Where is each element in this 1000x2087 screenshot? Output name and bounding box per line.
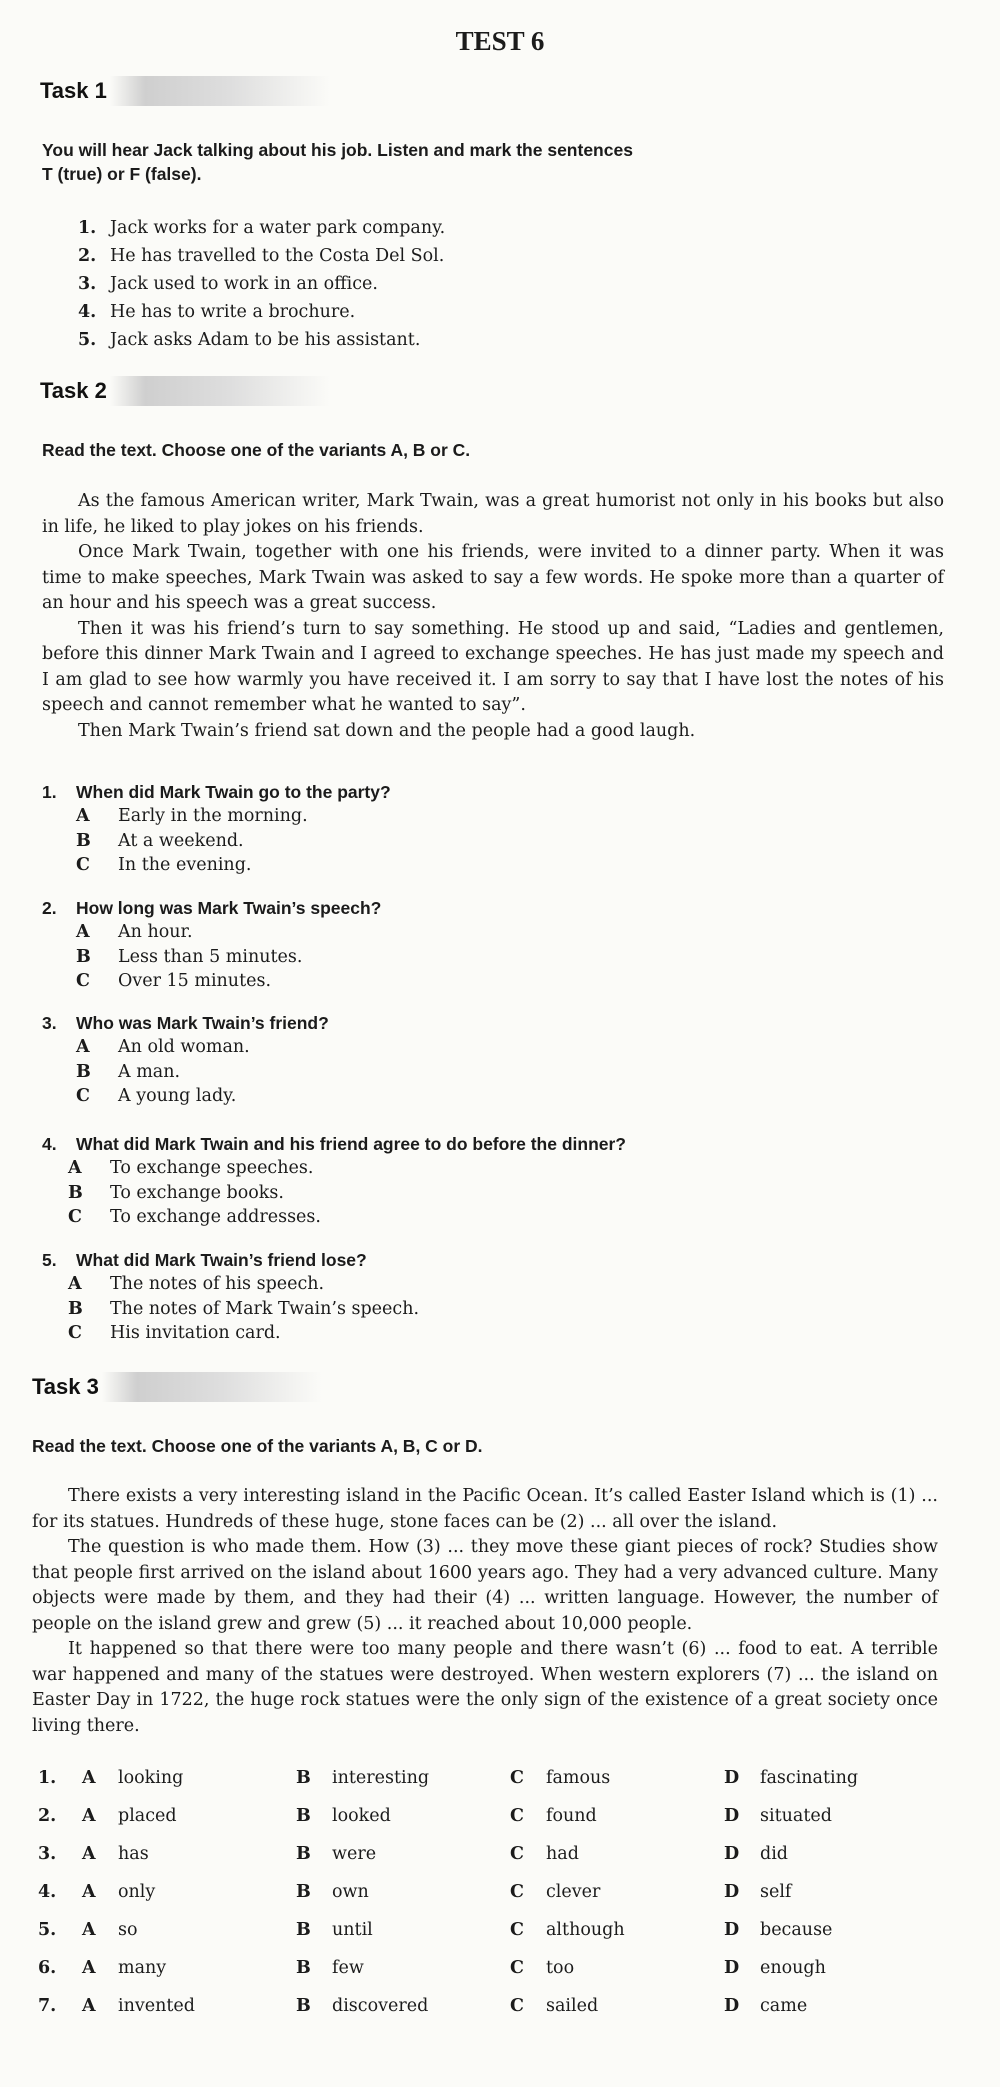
answer-option[interactable]: D because xyxy=(724,1920,833,1940)
answer-option[interactable]: B To exchange books. xyxy=(68,1182,284,1203)
answer-option[interactable]: C In the evening. xyxy=(76,855,252,875)
answer-option[interactable]: B few xyxy=(296,1958,364,1978)
answer-option[interactable]: C His invitation card. xyxy=(68,1323,281,1343)
answer-option[interactable]: B A man. xyxy=(76,1061,181,1082)
page-title: TEST 6 xyxy=(455,26,545,56)
answer-option[interactable]: B were xyxy=(296,1844,377,1864)
answer-option[interactable]: A The notes of his speech. xyxy=(68,1274,325,1294)
answer-option[interactable]: C A young lady. xyxy=(76,1086,237,1106)
task3-answer-grid xyxy=(38,1768,958,2034)
task1-instruction-line2: T (true) or F (false). xyxy=(42,164,202,184)
answer-option[interactable]: B interesting xyxy=(296,1768,430,1788)
answer-option[interactable]: A many xyxy=(82,1958,167,1978)
answer-option[interactable]: B Less than 5 minutes. xyxy=(76,946,303,967)
answer-option[interactable]: B The notes of Mark Twain’s speech. xyxy=(68,1298,420,1319)
task2-question: 4. What did Mark Twain and his friend agree to do before the dinner? A To exchange speeches. B To exchange books. C To exchange addresses. xyxy=(42,1132,626,1230)
answer-row: 5. A so B until C although D because xyxy=(38,1920,833,1940)
paragraph: Once Mark Twain, together with one his friends, were invited to a dinner party. When it was time to make speeches, Mark Twain was asked to say a few words. He spoke more than a quarter of an hour and his speech was a great success. xyxy=(42,542,944,613)
answer-option[interactable]: A An old woman. xyxy=(76,1037,250,1057)
answer-option[interactable]: B until xyxy=(296,1920,373,1940)
answer-option[interactable]: A so xyxy=(82,1920,138,1940)
answer-option[interactable]: C To exchange addresses. xyxy=(68,1207,321,1227)
task1-instruction xyxy=(42,138,633,186)
answer-option[interactable]: A has xyxy=(82,1844,149,1864)
task2-heading xyxy=(30,376,330,406)
answer-option[interactable]: C famous xyxy=(510,1768,611,1788)
answer-option[interactable]: A looking xyxy=(82,1768,184,1788)
answer-option[interactable]: A To exchange speeches. xyxy=(68,1158,314,1178)
answer-option[interactable]: D came xyxy=(724,1996,808,2016)
answer-option[interactable]: C sailed xyxy=(510,1996,599,2016)
answer-option[interactable]: C although xyxy=(510,1920,625,1940)
task2-question: 5. What did Mark Twain’s friend lose? A The notes of his speech. B The notes of Mark Twain’s speech. C His invitation card. xyxy=(42,1248,419,1346)
task2-reading-text xyxy=(42,489,944,744)
task1-statement: 4. He has to write a brochure. xyxy=(78,302,356,322)
task1-statement: 2. He has travelled to the Costa Del Sol. xyxy=(78,246,445,266)
answer-option[interactable]: C clever xyxy=(510,1882,601,1902)
task2-heading-label: Task 2 xyxy=(40,378,107,403)
task1-instruction-line1: You will hear Jack talking about his job. Listen and mark the sentences xyxy=(42,140,633,160)
task2-instruction: Read the text. Choose one of the variants A, B or C. xyxy=(42,440,471,460)
task1-statement: 1. Jack works for a water park company. xyxy=(78,218,446,238)
answer-row: 4. A only B own C clever D self xyxy=(38,1882,792,1902)
task3-heading xyxy=(22,1372,322,1402)
answer-option[interactable]: B discovered xyxy=(296,1996,429,2016)
answer-option[interactable]: D self xyxy=(724,1882,792,1902)
task2-question: 1. When did Mark Twain go to the party? A Early in the morning. B At a weekend. C In the evening. xyxy=(42,780,391,878)
answer-option[interactable]: A placed xyxy=(82,1806,177,1826)
task2-question: 3. Who was Mark Twain’s friend? A An old woman. B A man. C A young lady. xyxy=(42,1011,329,1109)
paragraph: The question is who made them. How (3) ... they move these giant pieces of rock? Studies show that people first arrived on the island about 1600 years ago. They had a very advanced culture. Many objects were made by them, and they had their (4) ... written language. However, the number of people on the island grew and grew (5) ... it reached about 10,000 people. xyxy=(32,1537,938,1634)
answer-option[interactable]: C found xyxy=(510,1806,597,1826)
answer-option[interactable]: A invented xyxy=(82,1996,195,2016)
answer-option[interactable]: B looked xyxy=(296,1806,391,1826)
task2-question: 2. How long was Mark Twain’s speech? A An hour. B Less than 5 minutes. C Over 15 minutes. xyxy=(42,896,381,994)
answer-option[interactable]: B At a weekend. xyxy=(76,830,244,851)
answer-option[interactable]: C Over 15 minutes. xyxy=(76,971,272,991)
task3-heading-label: Task 3 xyxy=(32,1374,99,1399)
answer-option[interactable]: A Early in the morning. xyxy=(76,806,308,826)
answer-option[interactable]: A An hour. xyxy=(76,922,193,942)
answer-row: 3. A has B were C had D did xyxy=(38,1844,789,1864)
task1-statement: 3. Jack used to work in an office. xyxy=(78,274,378,294)
answer-option[interactable]: C too xyxy=(510,1958,575,1978)
answer-row: 6. A many B few C too D enough xyxy=(38,1958,826,1978)
paragraph: It happened so that there were too many people and there wasn’t (6) ... food to eat. A terrible war happened and many of the statues were destroyed. When western explorers (7) ... the island on Easter Day in 1722, the huge rock statues were the only sign of the existence of a great society once living there. xyxy=(32,1639,938,1736)
answer-row: 2. A placed B looked C found D situated xyxy=(38,1806,832,1826)
answer-option[interactable]: C had xyxy=(510,1844,579,1864)
answer-option[interactable]: D fascinating xyxy=(724,1768,859,1788)
task1-heading xyxy=(30,76,330,106)
paragraph: There exists a very interesting island in the Pacific Ocean. It’s called Easter Island which is (1) ... for its statues. Hundreds of these huge, stone faces can be (2) ... all over the island. xyxy=(32,1486,938,1532)
task1-statement: 5. Jack asks Adam to be his assistant. xyxy=(78,330,421,350)
task1-statement-list xyxy=(78,214,445,354)
answer-option[interactable]: D situated xyxy=(724,1806,832,1826)
answer-row: 1. A looking B interesting C famous D fascinating xyxy=(38,1768,859,1788)
answer-row: 7. A invented B discovered C sailed D came xyxy=(38,1996,808,2016)
paragraph: As the famous American writer, Mark Twain, was a great humorist not only in his books but also in life, he liked to play jokes on his friends. xyxy=(42,491,944,537)
task3-reading-text xyxy=(32,1484,938,1739)
paragraph: Then Mark Twain’s friend sat down and the people had a good laugh. xyxy=(78,720,696,741)
answer-option[interactable]: B own xyxy=(296,1882,369,1902)
paragraph: Then it was his friend’s turn to say something. He stood up and said, “Ladies and gentlemen, before this dinner Mark Twain and I agreed to exchange speeches. He has just made my speech and I am glad to see how warmly you have received it. I am sorry to say that I have lost the notes of his speech and cannot remember what he wanted to say”. xyxy=(42,618,944,715)
answer-option[interactable]: A only xyxy=(82,1882,156,1902)
task1-heading-label: Task 1 xyxy=(40,78,107,103)
answer-option[interactable]: D did xyxy=(724,1844,789,1864)
answer-option[interactable]: D enough xyxy=(724,1958,826,1978)
task3-instruction: Read the text. Choose one of the variants A, B, C or D. xyxy=(32,1436,483,1456)
